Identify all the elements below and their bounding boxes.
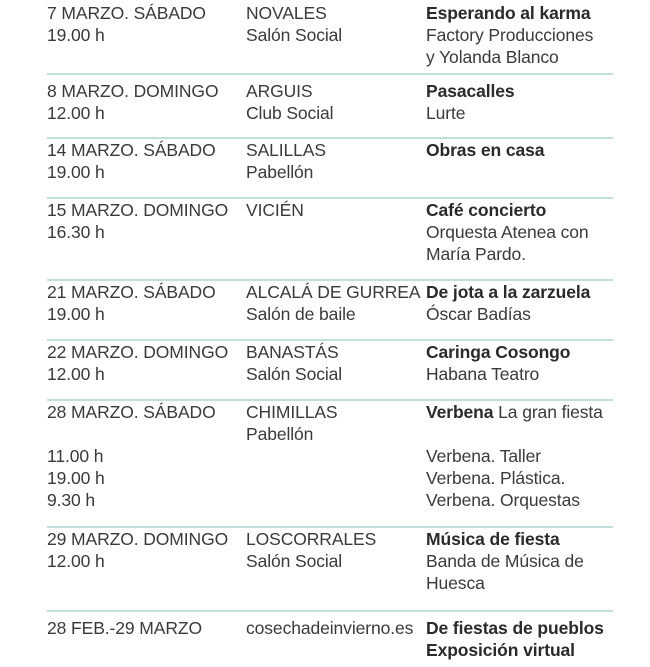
event-time: 12.00 h (47, 103, 105, 123)
event-detail: Huesca (426, 573, 485, 593)
event-title-line2: Exposición virtual (426, 640, 575, 660)
event-detail: y Yolanda Blanco (426, 47, 559, 67)
event-time: 9.30 h (47, 490, 96, 510)
event-venue: Club Social (246, 103, 334, 123)
event-detail: Orquesta Atenea con (426, 222, 589, 242)
event-detail: Verbena. Plástica. (426, 468, 566, 488)
event-schedule-table (47, 2, 613, 667)
table-row (47, 281, 613, 341)
event-title: De fiestas de pueblos (426, 618, 604, 638)
event-detail: Verbena. Taller (426, 446, 541, 466)
event-time: 16.30 h (47, 222, 105, 242)
event-time: 19.00 h (47, 25, 105, 45)
event-detail: Lurte (426, 103, 466, 123)
event-date: 14 MARZO. SÁBADO (47, 140, 216, 160)
event-date: 7 MARZO. SÁBADO (47, 3, 206, 23)
event-detail: María Pardo. (426, 244, 526, 264)
event-detail: Banda de Música de (426, 551, 584, 571)
event-venue: Pabellón (246, 162, 314, 182)
event-title: Verbena (426, 402, 494, 422)
event-date: 15 MARZO. DOMINGO (47, 200, 229, 220)
event-detail: Verbena. Orquestas (426, 490, 580, 510)
table-row (47, 2, 613, 75)
table-row (47, 401, 613, 528)
event-place: ARGUIS (246, 81, 313, 101)
table-row (47, 617, 613, 667)
event-title: Música de fiesta (426, 529, 560, 549)
event-date: 21 MARZO. SÁBADO (47, 282, 216, 302)
event-title: De jota a la zarzuela (426, 282, 591, 302)
event-time: 11.00 h (47, 446, 104, 466)
event-title: Pasacalles (426, 81, 515, 101)
event-place: CHIMILLAS (246, 402, 338, 422)
event-title: Obras en casa (426, 140, 545, 160)
event-venue: Salón Social (246, 25, 343, 45)
event-date: 22 MARZO. DOMINGO (47, 342, 229, 362)
event-date: 28 FEB.-29 MARZO (47, 618, 202, 638)
event-place: SALILLAS (246, 140, 326, 160)
table-row (47, 341, 613, 401)
event-place: NOVALES (246, 3, 327, 23)
event-time: 12.00 h (47, 551, 105, 571)
event-date: 29 MARZO. DOMINGO (47, 529, 229, 549)
event-venue: Salón Social (246, 364, 343, 384)
table-row (47, 528, 613, 612)
event-place: ALCALÁ DE GURREA (246, 282, 421, 302)
table-row (47, 80, 613, 139)
event-venue: Salón de baile (246, 304, 356, 324)
event-date: 8 MARZO. DOMINGO (47, 81, 219, 101)
event-venue: Pabellón (246, 424, 314, 444)
event-time: 12.00 h (47, 364, 105, 384)
event-title: Café concierto (426, 200, 547, 220)
event-time: 19.00 h (47, 162, 105, 182)
event-detail: Factory Producciones (426, 25, 594, 45)
event-title: Caringa Cosongo (426, 342, 571, 362)
event-place: BANASTÁS (246, 342, 339, 362)
event-date: 28 MARZO. SÁBADO (47, 402, 216, 422)
table-row (47, 199, 613, 281)
event-time: 19.00 h (47, 468, 105, 488)
event-venue: Salón Social (246, 551, 343, 571)
event-title: Esperando al karma (426, 3, 591, 23)
event-title-extra: La gran fiesta (493, 402, 603, 422)
table-row (47, 139, 613, 199)
event-time: 19.00 h (47, 304, 105, 324)
event-website: cosechadeinvierno.es (246, 618, 414, 638)
event-place: LOSCORRALES (246, 529, 377, 549)
event-detail: Habana Teatro (426, 364, 540, 384)
event-place: VICIÉN (246, 200, 304, 220)
event-detail: Óscar Badías (426, 304, 531, 324)
